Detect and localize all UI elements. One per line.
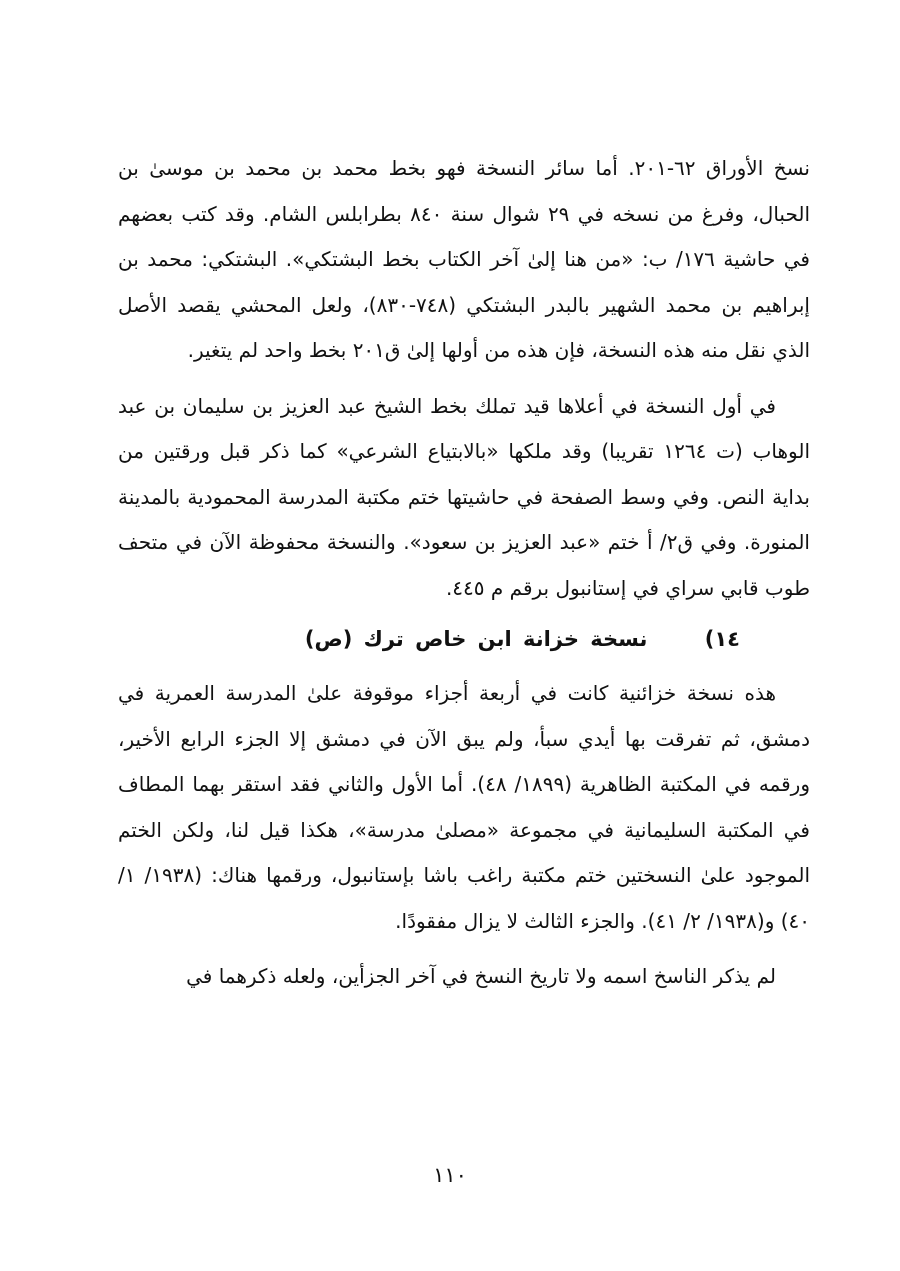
paragraph-manuscript-description: نسخ الأوراق ٦٢-٢٠١. أما سائر النسخة فهو بخط محمد بن محمد بن موسىٰ بن الحبال، وفرغ من نسخه في ٢٩ شوال سنة ٨٤٠ بطرابلس الشام. وقد كتب بعضهم في حاشية ١٧٦/ ب: «من هنا إلىٰ آخر الكتاب بخط البشتكي». البشتكي: محمد بن إبراهيم بن محمد الشهير بالبدر البشتكي (٧٤٨-٨٣٠)، ولعل المحشي يقصد الأصل الذي نقل منه هذه النسخة، فإن هذه من أولها إلىٰ ق٢٠١ بخط واحد لم يتغير. — [118, 156, 811, 362]
paragraph-copyist-note: لم يذكر الناسخ اسمه ولا تاريخ النسخ في آخر الجزأين، ولعله ذكرهما في — [186, 964, 776, 988]
section-heading — [118, 617, 810, 661]
page-body — [118, 146, 810, 1000]
paragraph-ownership-note: في أول النسخة في أعلاها قيد تملك بخط الشيخ عبد العزيز بن سليمان بن عبد الوهاب (ت ١٢٦٤ تقريبا) وقد ملكها «بالابتياع الشرعي» كما ذكر قبل ورقتين من بداية النص. وفي وسط الصفحة في حاشيتها ختم مكتبة المدرسة المحمودية بالمدينة المنورة. وفي ق٢/ أ ختم «عبد العزيز بن سعود». والنسخة محفوظة الآن في متحف طوب قابي سراي في إستانبول برقم م ٤٤٥. — [118, 393, 811, 600]
paragraph-khazaini-copy: هذه نسخة خزائنية كانت في أربعة أجزاء موقوفة علىٰ المدرسة العمرية في دمشق، ثم تفرقت بها أيدي سبأ، ولم يبق الآن في دمشق إلا الجزء الرابع الأخير، ورقمه في المكتبة الظاهرية (١٨٩٩/ ٤٨). أما الأول والثاني فقد استقر بهما المطاف في المكتبة السليمانية في مجموعة «مصلىٰ مدرسة»، هكذا قيل لنا، ولكن الختم الموجود علىٰ النسختين ختم مكتبة راغب باشا بإستانبول، ورقمها هناك: (١٩٣٨/ ١/ ٤٠) و(١٩٣٨/ ٢/ ٤١). والجزء الثالث لا يزال مفقودًا. — [118, 681, 810, 933]
page-number: ١١٠ — [433, 1163, 467, 1187]
section-number: ١٤) — [704, 627, 740, 651]
section-title: نسخة خزانة ابن خاص ترك (ص) — [304, 627, 648, 651]
